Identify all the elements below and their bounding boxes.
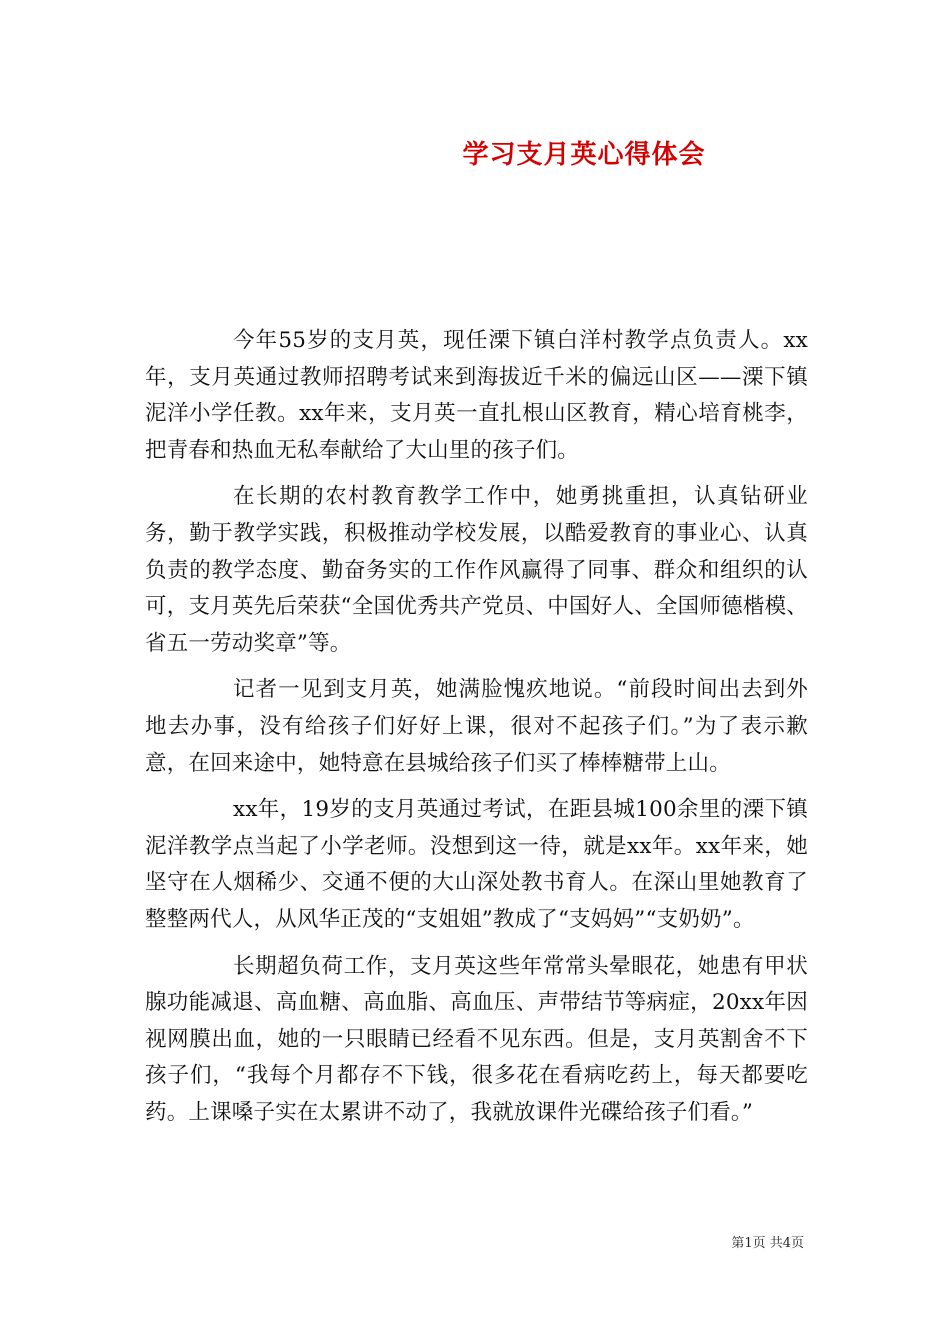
paragraph: 今年55岁的支月英，现任溧下镇白洋村教学点负责人。xx年，支月英通过教师招聘考试来到海拔近千米的偏远山区——溧下镇泥洋小学任教。xx年来，支月英一直扎根山区教育，精心培育桃李，把青春和热血无私奉献给了大山里的孩子们。 <box>145 328 808 463</box>
paragraph: xx年，19岁的支月英通过考试，在距县城100余里的溧下镇泥洋教学点当起了小学老师。没想到这一待，就是xx年。xx年来，她坚守在人烟稀少、交通不便的大山深处教书育人。在深山里她教育了整整两代人，从风华正茂的“支姐姐”教成了“支妈妈”“支奶奶”。 <box>145 797 808 932</box>
page-number-footer: 第1页 共4页 <box>731 1236 804 1251</box>
paragraph: 长期超负荷工作，支月英这些年常常头晕眼花，她患有甲状腺功能减退、高血糖、高血脂、高血压、声带结节等病症，20xx年因视网膜出血，她的一只眼睛已经看不见东西。但是，支月英割舍不下孩子们，“我每个月都存不下钱，很多花在看病吃药上，每天都要吃药。上课嗓子实在太累讲不动了，我就放课件光碟给孩子们看。” <box>145 953 808 1125</box>
paragraph: 在长期的农村教育教学工作中，她勇挑重担，认真钻研业务，勤于教学实践，积极推动学校发展，以酷爱教育的事业心、认真负责的教学态度、勤奋务实的工作作风赢得了同事、群众和组织的认可，支月英先后荣获“全国优秀共产党员、中国好人、全国师德楷模、省五一劳动奖章”等。 <box>145 484 808 656</box>
paragraph: 记者一见到支月英，她满脸愧疚地说。“前段时间出去到外地去办事，没有给孩子们好好上课，很对不起孩子们。”为了表示歉意，在回来途中，她特意在县城给孩子们买了棒棒糖带上山。 <box>145 677 808 776</box>
document-title: 学习支月英心得体会 <box>462 140 706 170</box>
document-body <box>145 323 808 1131</box>
